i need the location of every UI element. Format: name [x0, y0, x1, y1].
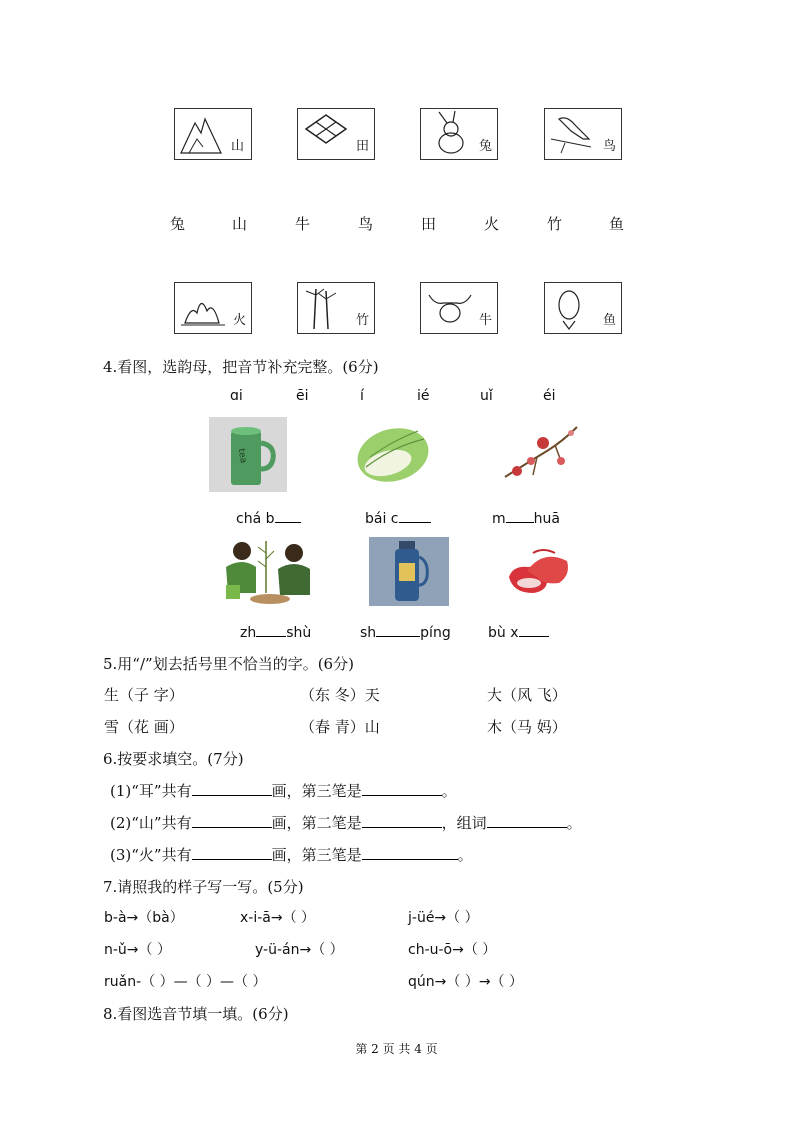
final-option[interactable]: ɑi	[230, 388, 243, 404]
thermos-image	[369, 537, 449, 606]
glyph-label: 鸟	[603, 139, 617, 154]
final-option[interactable]: ié	[417, 388, 430, 404]
glyph-label: 火	[233, 313, 247, 328]
glyph-label: 竹	[356, 313, 370, 328]
q6-text: 。	[566, 814, 582, 832]
q7-title: 7.请照我的样子写一写。(5分)	[103, 878, 304, 896]
glyph-label: 山	[231, 139, 245, 154]
pictograph-mountain	[174, 108, 252, 160]
q7-item[interactable]: x-i-ā→（ ）	[240, 910, 316, 926]
glyph-label: 鱼	[603, 313, 617, 328]
pictograph-ox	[420, 282, 498, 334]
q6-text: 画，第三笔是	[271, 846, 362, 864]
q6-line-2	[110, 812, 582, 833]
q5-item[interactable]: （春 青）山	[300, 718, 380, 736]
q7-item[interactable]: ruǎn-（ ）—（ ）—（ ）	[104, 974, 267, 990]
q6-line-3	[110, 844, 473, 865]
syllable-blank-4[interactable]	[240, 622, 311, 641]
character[interactable]: 兔	[170, 215, 186, 233]
cup-image	[209, 417, 287, 492]
pictograph-fire	[174, 282, 252, 334]
q6-text: ，组词	[441, 814, 487, 832]
q4-title: 4.看图，选韵母，把音节补充完整。(6分)	[103, 358, 379, 376]
q5-item[interactable]: 生（子 字）	[104, 686, 184, 704]
glyph-label: 兔	[479, 139, 493, 154]
q6-text: (3)“火”共有	[110, 846, 192, 864]
syllable-text: shù	[286, 625, 312, 641]
answer-blank[interactable]	[362, 813, 442, 828]
character[interactable]: 火	[484, 215, 500, 233]
answer-blank[interactable]	[376, 622, 420, 637]
q5-item[interactable]: 大（风 飞）	[487, 686, 567, 704]
children-planting-icon	[212, 537, 320, 609]
syllable-blank-2[interactable]	[365, 508, 431, 527]
syllable-text: m	[492, 511, 506, 527]
syllable-text: bù x	[488, 625, 519, 641]
q6-text: (2)“山”共有	[110, 814, 192, 832]
shoes-image	[503, 537, 575, 609]
character[interactable]: 鱼	[609, 215, 625, 233]
syllable-blank-3[interactable]	[492, 508, 560, 527]
answer-blank[interactable]	[275, 508, 301, 523]
q6-text: 。	[457, 846, 473, 864]
q7-item[interactable]: y-ü-án→（ ）	[255, 942, 344, 958]
syllable-text: zh	[240, 625, 257, 641]
cup-icon	[209, 417, 287, 492]
answer-blank[interactable]	[256, 622, 286, 637]
pictograph-field	[297, 108, 375, 160]
shoes-icon	[503, 537, 575, 609]
character[interactable]: 牛	[295, 215, 311, 233]
q6-title: 6.按要求填空。(7分)	[103, 750, 244, 768]
character[interactable]: 山	[232, 215, 248, 233]
planting-tree-image	[212, 537, 320, 609]
page-footer: 第 2 页 共 4 页	[355, 1042, 438, 1056]
glyph-label: 田	[356, 139, 370, 154]
answer-blank[interactable]	[192, 845, 272, 860]
pictograph-bird	[544, 108, 622, 160]
glyph-label: 牛	[479, 313, 493, 328]
syllable-blank-5[interactable]	[360, 622, 451, 641]
pictograph-rabbit	[420, 108, 498, 160]
q7-item[interactable]: j-üé→（ ）	[408, 910, 479, 926]
syllable-blank-1[interactable]	[236, 508, 301, 527]
q5-title: 5.用“/”划去括号里不恰当的字。(6分)	[103, 655, 354, 673]
q5-item[interactable]: （东 冬）天	[300, 686, 380, 704]
answer-blank[interactable]	[362, 845, 458, 860]
answer-blank[interactable]	[506, 508, 534, 523]
syllable-text: huā	[533, 511, 560, 527]
character[interactable]: 竹	[547, 215, 563, 233]
syllable-text: píng	[420, 625, 451, 641]
answer-blank[interactable]	[192, 781, 272, 796]
final-option[interactable]: uǐ	[480, 388, 493, 404]
blossom-icon	[497, 417, 583, 492]
cabbage-icon	[352, 417, 434, 492]
q7-item[interactable]: qún→（ ）→（ ）	[408, 974, 523, 990]
syllable-blank-6[interactable]	[488, 622, 549, 641]
answer-blank[interactable]	[362, 781, 442, 796]
syllable-text: sh	[360, 625, 377, 641]
answer-blank[interactable]	[192, 813, 272, 828]
q6-text: 。	[441, 782, 457, 800]
q7-example: b-à→（bà）	[104, 910, 184, 926]
character[interactable]: 田	[421, 215, 437, 233]
thermos-icon	[369, 537, 449, 606]
q6-text: 画，第三笔是	[271, 782, 362, 800]
q6-text: 画，第二笔是	[271, 814, 362, 832]
pictograph-fish	[544, 282, 622, 334]
q8-title: 8.看图选音节填一填。(6分)	[103, 1005, 289, 1023]
q5-item[interactable]: 木（马 妈）	[487, 718, 567, 736]
plum-blossom-image	[497, 417, 583, 492]
q6-line-1	[110, 780, 457, 801]
character[interactable]: 鸟	[358, 215, 374, 233]
q7-item[interactable]: n-ǔ→（ ）	[104, 942, 171, 958]
final-option[interactable]: ēi	[296, 388, 309, 404]
syllable-text: bái c	[365, 511, 399, 527]
answer-blank[interactable]	[519, 622, 549, 637]
syllable-text: chá b	[236, 511, 275, 527]
cabbage-image	[352, 417, 434, 492]
answer-blank[interactable]	[399, 508, 431, 523]
final-option[interactable]: í	[360, 388, 364, 404]
q6-text: (1)“耳”共有	[110, 782, 192, 800]
pictograph-bamboo	[297, 282, 375, 334]
final-option[interactable]: éi	[543, 388, 556, 404]
svg-text:tea: tea	[235, 447, 248, 465]
q7-item[interactable]: ch-u-ō→（ ）	[408, 942, 497, 958]
q5-item[interactable]: 雪（花 画）	[104, 718, 184, 736]
answer-blank[interactable]	[487, 813, 567, 828]
